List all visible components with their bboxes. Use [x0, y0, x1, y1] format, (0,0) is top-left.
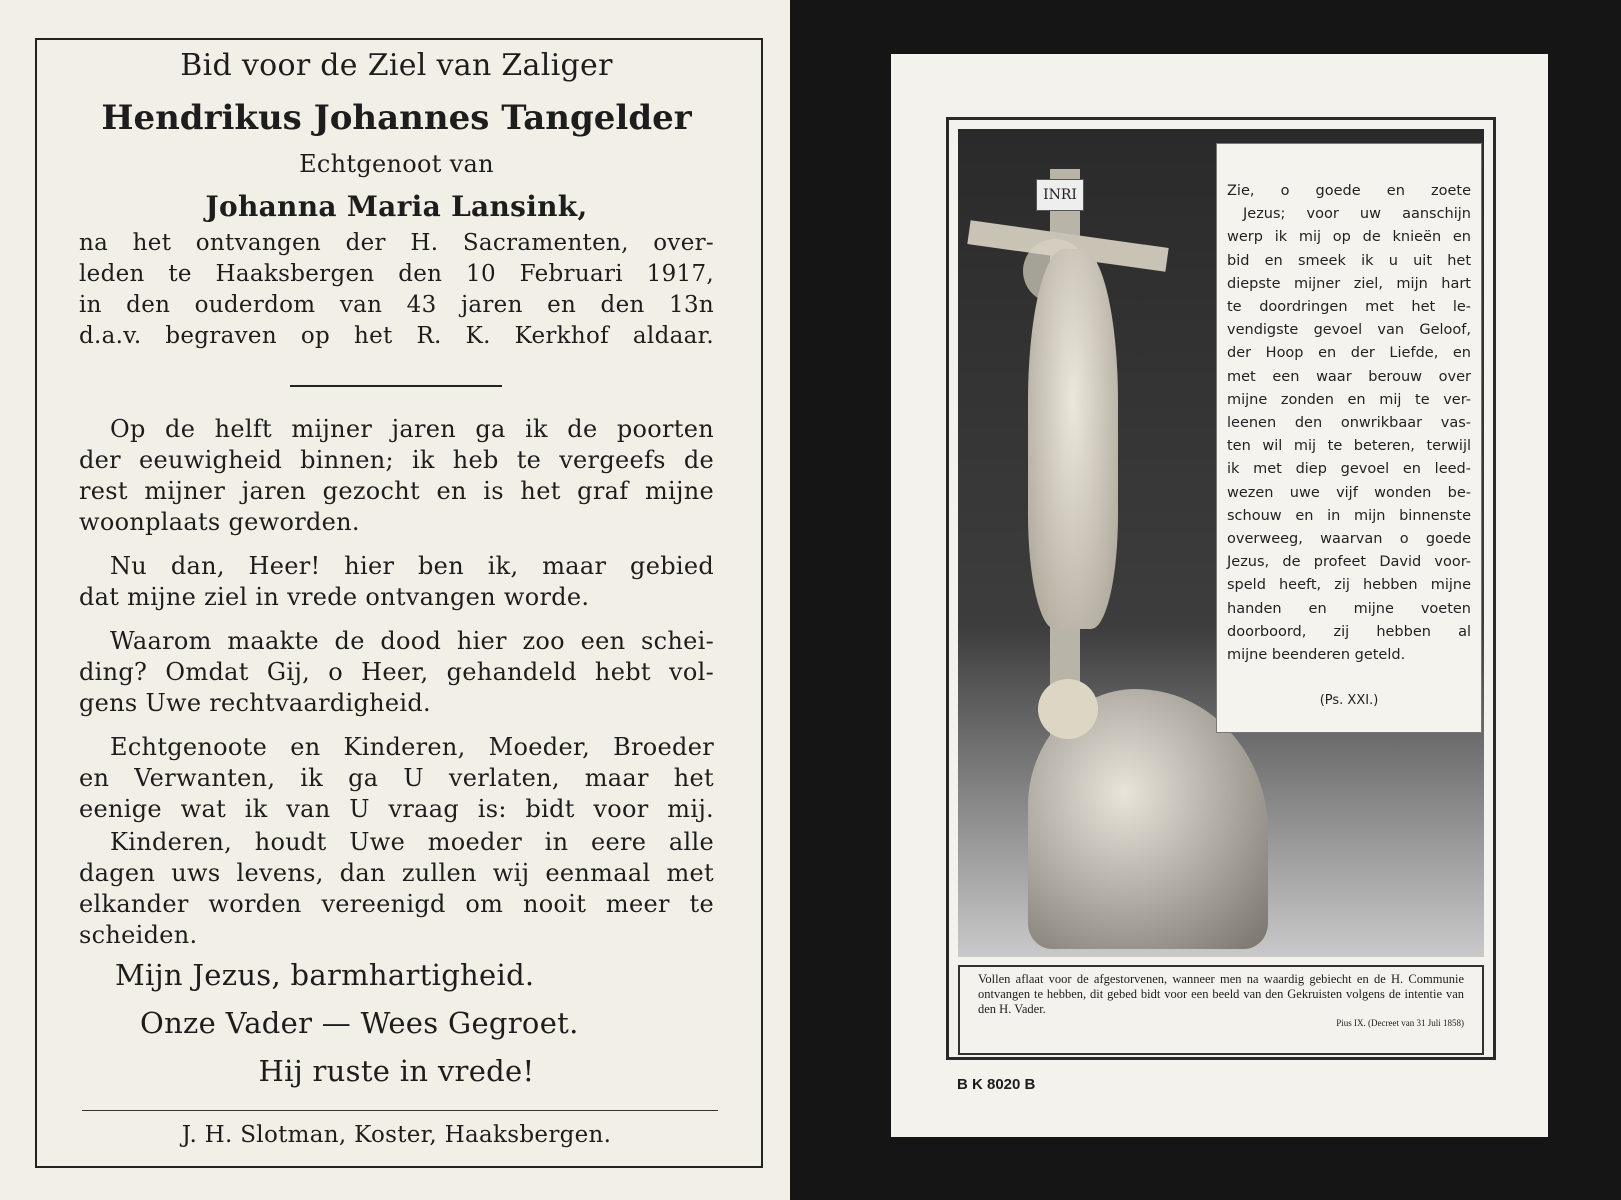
- notice-line: in den ouderdom van 43 jaren en den 13n: [79, 292, 714, 318]
- prayer-line: Waarom maakte de dood hier zoo een schei-: [110, 627, 714, 655]
- prayer-line: woonplaats geworden.: [79, 508, 360, 536]
- notice-line: leden te Haaksbergen den 10 Februari 1917,: [79, 261, 714, 287]
- scroll-prayer-line: speld heeft, zij hebben mijne: [1227, 577, 1471, 594]
- prayer-line: Echtgenoote en Kinderen, Moeder, Broeder: [110, 733, 714, 761]
- prayer-line: Kinderen, houdt Uwe moeder in eere alle: [110, 828, 714, 856]
- divider: [82, 1110, 718, 1111]
- notice-line: d.a.v. begraven op het R. K. Kerkhof aldaar.: [79, 323, 714, 349]
- inri-plaque: INRI: [1036, 179, 1084, 211]
- indulgence-text: Vollen aflaat voor de afgestorvenen, wanneer men na waardig gebiecht en de H. Communie ontvangen te hebben, dit gebed bidt voor een beeld van den Gekruisten volgens de intentie van den H. Vader.: [978, 972, 1464, 1016]
- scroll-prayer-line: handen en mijne voeten: [1227, 600, 1471, 617]
- divider: [290, 385, 502, 387]
- scroll-prayer-line: ten wil mij te beteren, terwijl: [1227, 438, 1471, 455]
- prayer-line: gens Uwe rechtvaardigheid.: [79, 689, 431, 717]
- scroll-prayer-line: wezen uwe vijf wonden be-: [1227, 484, 1471, 501]
- image-frame: [946, 117, 1496, 1060]
- catalog-number: B K 8020 B: [957, 1076, 1036, 1093]
- scroll-prayer-line: ik met diep gevoel en leed-: [1227, 461, 1471, 478]
- scroll-prayer-line: der Hoop en der Liefde, en: [1227, 345, 1471, 362]
- card-title: Bid voor de Ziel van Zaliger: [180, 48, 613, 83]
- halo: [1038, 679, 1098, 739]
- prayer-line: scheiden.: [79, 921, 198, 949]
- crucifixion-illustration: [958, 129, 1484, 957]
- scroll-prayer-line: met een waar berouw over: [1227, 368, 1471, 385]
- scroll-prayer-line: Jezus; voor uw aanschijn: [1243, 206, 1471, 223]
- notice-line: na het ontvangen der H. Sacramenten, over-: [79, 230, 714, 256]
- prayer-source: (Ps. XXI.): [1319, 693, 1379, 708]
- prayer-line: ding? Omdat Gij, o Heer, gehandeld hebt vol-: [79, 658, 714, 686]
- prayer-line: dagen uws levens, dan zullen wij eenmaal met: [79, 859, 714, 887]
- closing-line: Hij ruste in vrede!: [258, 1054, 535, 1088]
- scroll-prayer-line: mijne beenderen geteld.: [1227, 647, 1406, 663]
- closing-line: Onze Vader — Wees Gegroet.: [140, 1006, 579, 1040]
- christ-figure: [1028, 249, 1118, 629]
- prayer-line: Op de helft mijner jaren ga ik de poorten: [110, 415, 714, 443]
- prayer-line: dat mijne ziel in vrede ontvangen worde.: [79, 583, 590, 611]
- spouse-label: Echtgenoot van: [299, 150, 494, 178]
- scroll-prayer-line: schouw en in mijn binnenste: [1227, 507, 1471, 524]
- prayer-line: der eeuwigheid binnen; ik heb te vergeefs de: [79, 446, 714, 474]
- scroll-prayer-line: Zie, o goede en zoete: [1227, 183, 1471, 199]
- memorial-card-back: [891, 54, 1548, 1137]
- prayer-line: rest mijner jaren gezocht en is het graf mijne: [79, 477, 714, 505]
- scroll-prayer-line: werp ik mij op de knieën en: [1227, 229, 1471, 246]
- prayer-line: en Verwanten, ik ga U verlaten, maar het: [79, 764, 714, 792]
- spouse-name: Johanna Maria Lansink,: [205, 190, 588, 223]
- prayer-line: Nu dan, Heer! hier ben ik, maar gebied: [110, 552, 714, 580]
- prayer-line: elkander worden vereenigd om nooit meer te: [79, 890, 714, 918]
- scroll-prayer-line: doorboord, zij hebben al: [1227, 623, 1471, 640]
- scroll-prayer-line: Jezus, de profeet David voor-: [1227, 554, 1471, 571]
- scroll-prayer-line: leenen den onwrikbaar vas-: [1227, 415, 1471, 431]
- scroll-prayer-line: mijne zonden en mij te ver-: [1227, 391, 1471, 408]
- prayer-scroll: [1216, 143, 1482, 733]
- indulgence-note: [958, 965, 1484, 1055]
- scroll-prayer-line: overweeg, waarvan o goede: [1227, 531, 1471, 547]
- indulgence-source: Pius IX. (Decreet van 31 Juli 1858): [1336, 1018, 1464, 1028]
- deceased-name: Hendrikus Johannes Tangelder: [101, 98, 692, 138]
- scroll-prayer-line: diepste mijner ziel, mijn hart: [1227, 275, 1471, 292]
- scroll-prayer-line: bid en smeek ik u uit het: [1227, 252, 1471, 269]
- prayer-line: eenige wat ik van U vraag is: bidt voor mij.: [79, 795, 714, 823]
- closing-line: Mijn Jezus, barmhartigheid.: [115, 958, 535, 992]
- scroll-prayer-line: vendigste gevoel van Geloof,: [1227, 322, 1471, 339]
- memorial-card-front: [0, 0, 790, 1200]
- printer-credit: J. H. Slotman, Koster, Haaksbergen.: [181, 1122, 612, 1148]
- scroll-prayer-line: te doordringen met het le-: [1227, 299, 1471, 315]
